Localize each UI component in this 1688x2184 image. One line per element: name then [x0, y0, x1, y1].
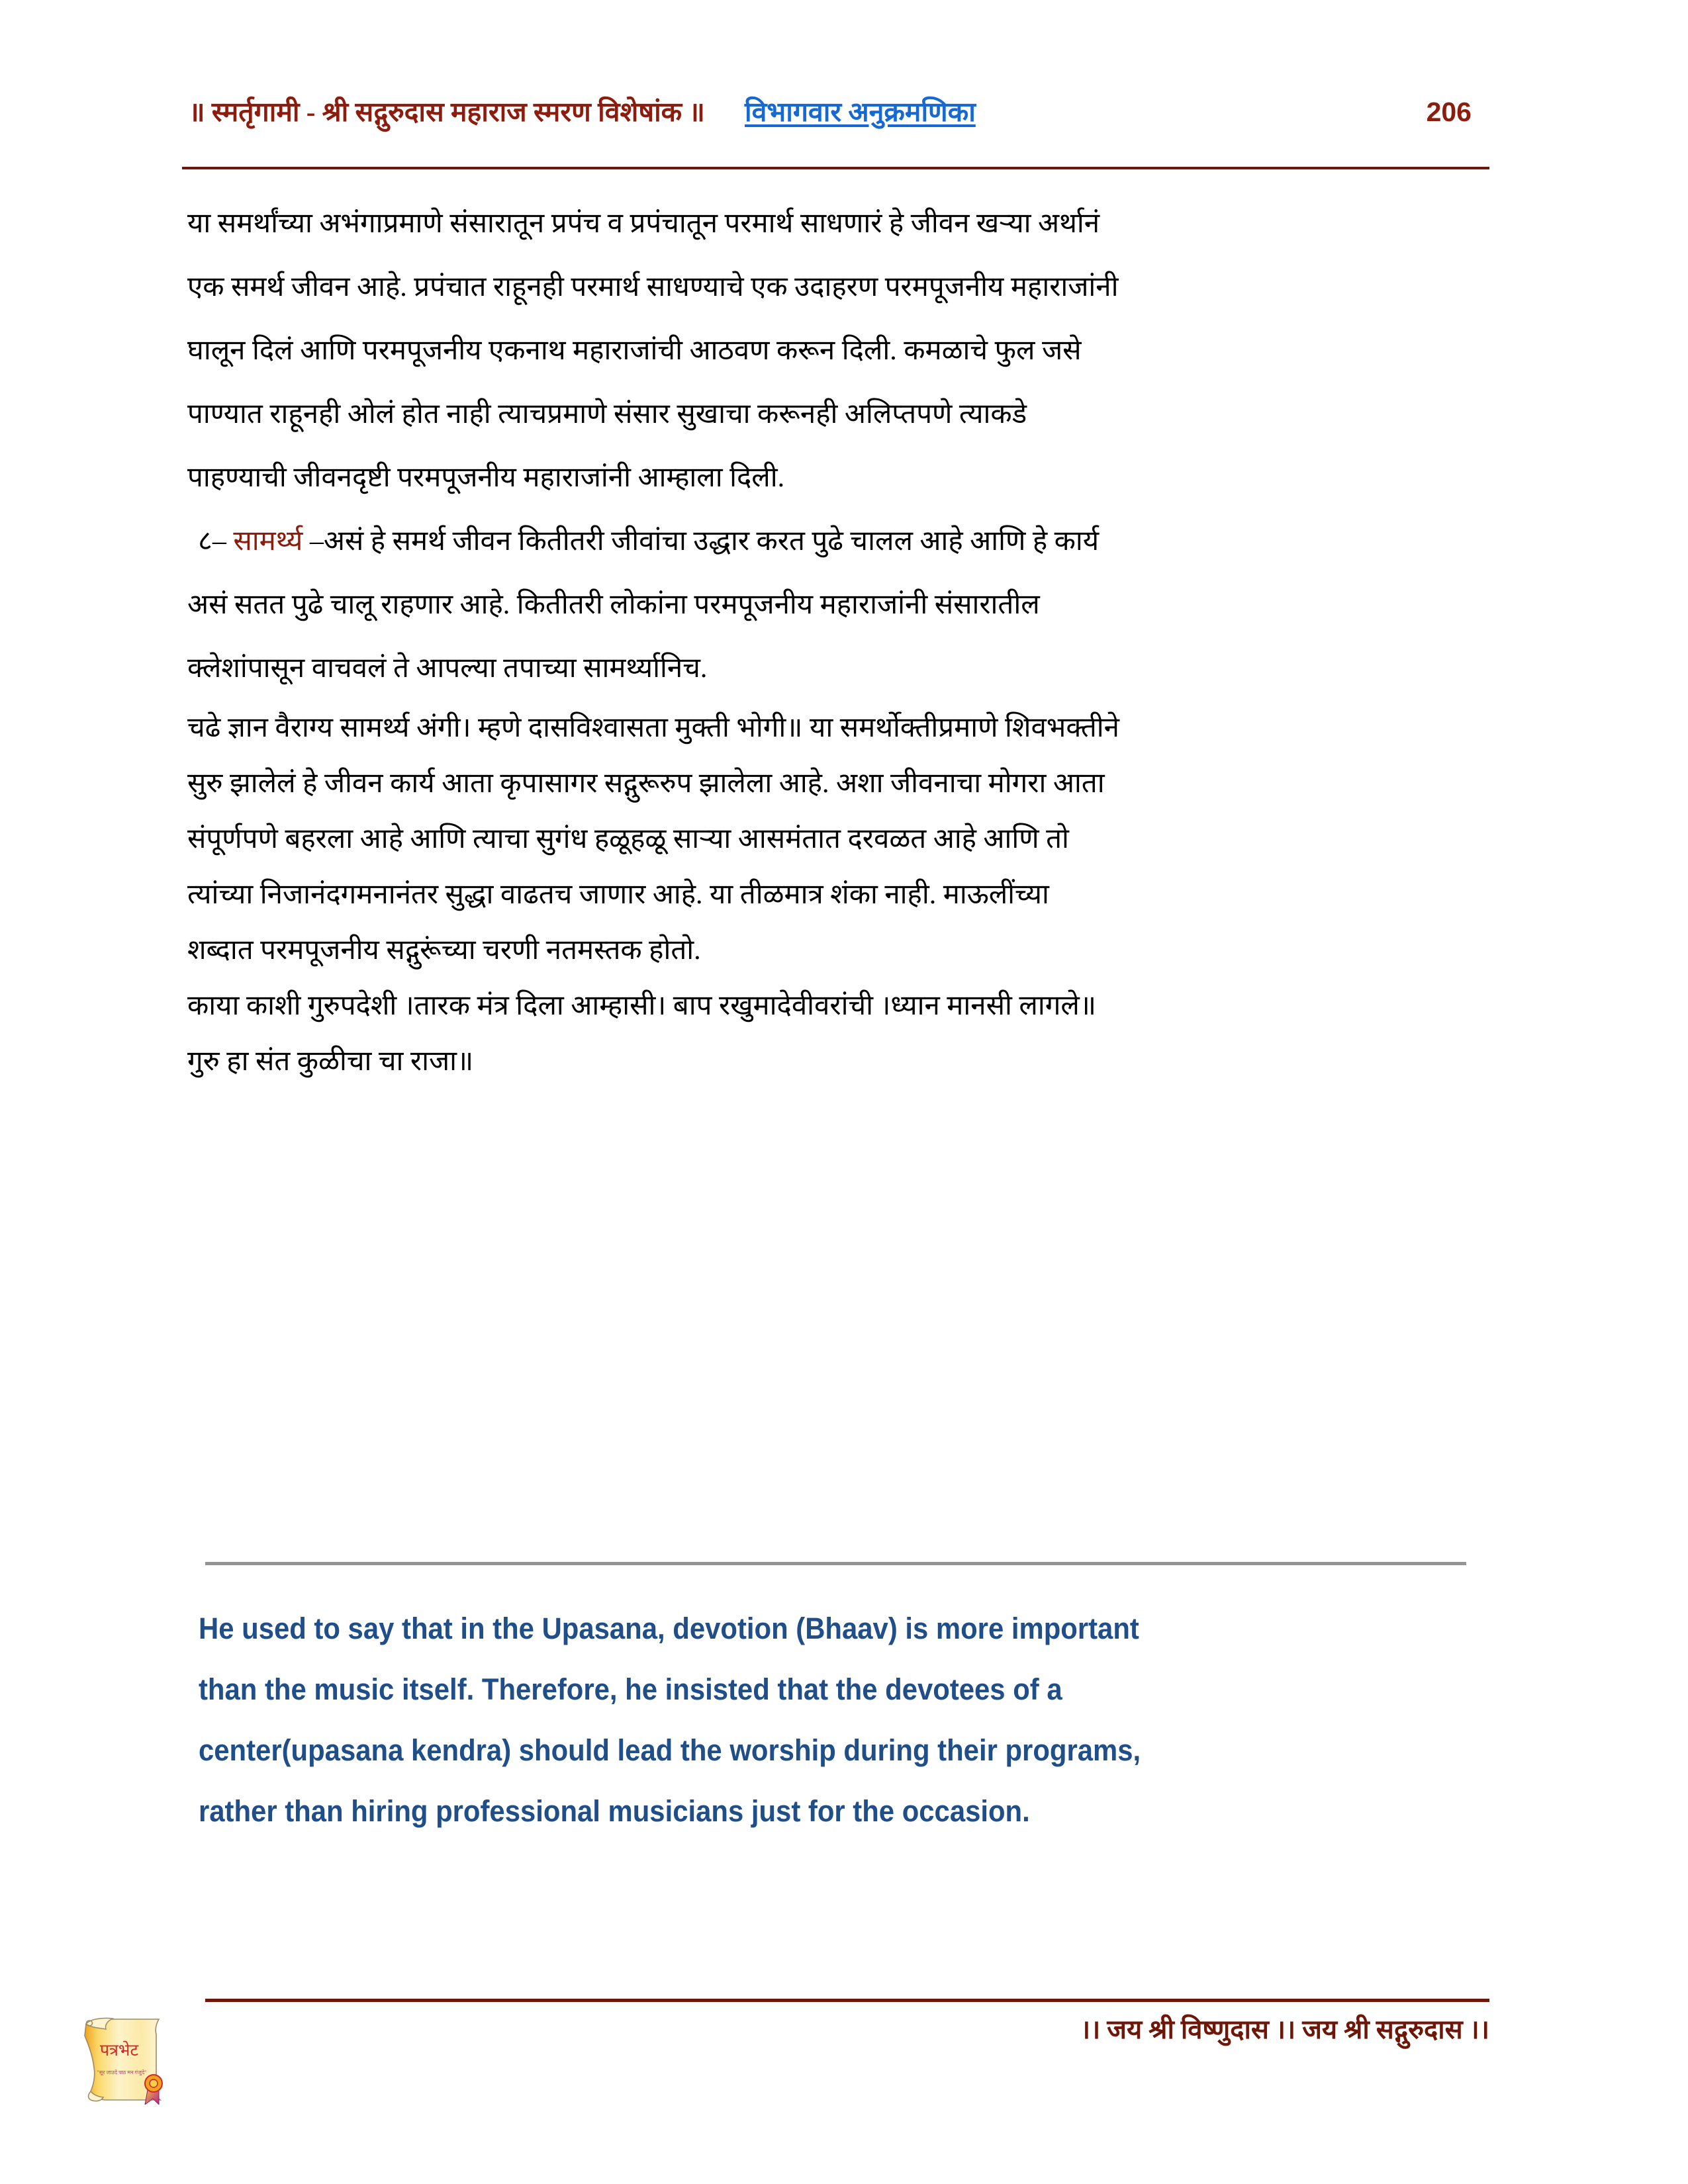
page-number: 206 [1426, 97, 1472, 127]
section-title: सामर्थ्य [233, 526, 303, 557]
section-intro-text: –असं हे समर्थ जीवन कितीतरी जीवांचा उद्धार करत पुढे चालल आहे आणि हे कार्य [309, 526, 1100, 557]
english-line: center(upasana kendra) should lead the worship during their programs, [199, 1733, 1141, 1767]
page-header [189, 93, 1486, 140]
logo-tagline: "सूर जाउदे पाठ मन गंजुदे" [97, 2070, 147, 2075]
english-line: than the music itself. Therefore, he insisted that the devotees of a [199, 1672, 1062, 1706]
body-line: पाहण्याची जीवनदृष्टी परमपूजनीय महाराजांनी आम्हाला दिली. [187, 463, 785, 493]
index-link[interactable]: विभागवार अनुक्रमणिका [744, 97, 976, 127]
footer-text: ।। जय श्री विष्णुदास ।। जय श्री सद्गुरुदास ।। [1080, 2015, 1489, 2044]
english-line: He used to say that in the Upasana, devotion (Bhaav) is more important [199, 1612, 1139, 1645]
body-line: एक समर्थ जीवन आहे. प्रपंचात राहूनही परमार्थ साधण्याचे एक उदाहरण परमपूजनीय महाराजांनी [187, 272, 1119, 302]
body-content [187, 192, 1488, 1089]
body-line: चढे ज्ञान वैराग्य सामर्थ्य अंगी। म्हणे दासविश्वासता मुक्ती भोगी॥ या समर्थोक्तीप्रमाणे शिवभक्तीने [187, 713, 1119, 743]
body-line: असं सतत पुढे चालू राहणार आहे. कितीतरी लोकांना परमपूजनीय महाराजांनी संसारातील [187, 590, 1040, 620]
body-line: क्लेशांपासून वाचवलं ते आपल्या तपाच्या सामर्थ्यानिच. [187, 653, 708, 684]
body-line: काया काशी गुरुपदेशी ।तारक मंत्र दिला आम्हासी। बाप रखुमादेवीवरांची ।ध्यान मानसी लागले॥ [187, 991, 1096, 1021]
body-line: शब्दात परमपूजनीय सद्गुरूंच्या चरणी नतमस्तक होतो. [187, 935, 701, 966]
english-line: rather than hiring professional musicians just for the occasion. [199, 1794, 1030, 1828]
section-number: ८– [198, 526, 226, 557]
footer-divider [205, 1999, 1489, 2002]
logo-title: पत्रभेट [99, 2042, 139, 2060]
body-line: पाण्यात राहूनही ओलं होत नाही त्याचप्रमाणे संसार सुखाचा करूनही अलिप्तपणे त्याकडे [187, 399, 1027, 430]
header-divider [182, 167, 1489, 169]
body-line: सुरु झालेलं हे जीवन कार्य आता कृपासागर सद्गुरूरुप झालेला आहे. अशा जीवनाचा मोगरा आता [187, 768, 1105, 799]
section-heading-line [187, 510, 1488, 573]
header-title: ॥ स्मर्तृगामी - श्री सद्गुरुदास महाराज स्मरण विशेषांक ॥ [189, 97, 705, 127]
body-line: घालून दिलं आणि परमपूजनीय एकनाथ महाराजांची आठवण करून दिली. कमळाचे फुल जसे [187, 336, 1082, 366]
body-line: त्यांच्या निजानंदगमनानंतर सुद्धा वाढतच जाणार आहे. या तीळमात्र शंका नाही. माऊलींच्या [187, 880, 1049, 910]
body-line: संपूर्णपणे बहरला आहे आणि त्याचा सुगंध हळूहळू साऱ्या आसमंतात दरवळत आहे आणि तो [187, 824, 1069, 854]
section-divider [205, 1562, 1466, 1565]
english-translation-block [199, 1598, 1489, 1842]
patrabhet-scroll-logo [78, 2012, 177, 2105]
body-line: या समर्थांच्या अभंगाप्रमाणे संसारातून प्रपंच व प्रपंचातून परमार्थ साधणारं हे जीवन खऱ्या अर्थानं [187, 208, 1100, 239]
rosette-inner [150, 2079, 158, 2087]
scroll-icon [78, 2012, 177, 2105]
body-line: गुरु हा संत कुळीचा चा राजा॥ [187, 1046, 474, 1077]
